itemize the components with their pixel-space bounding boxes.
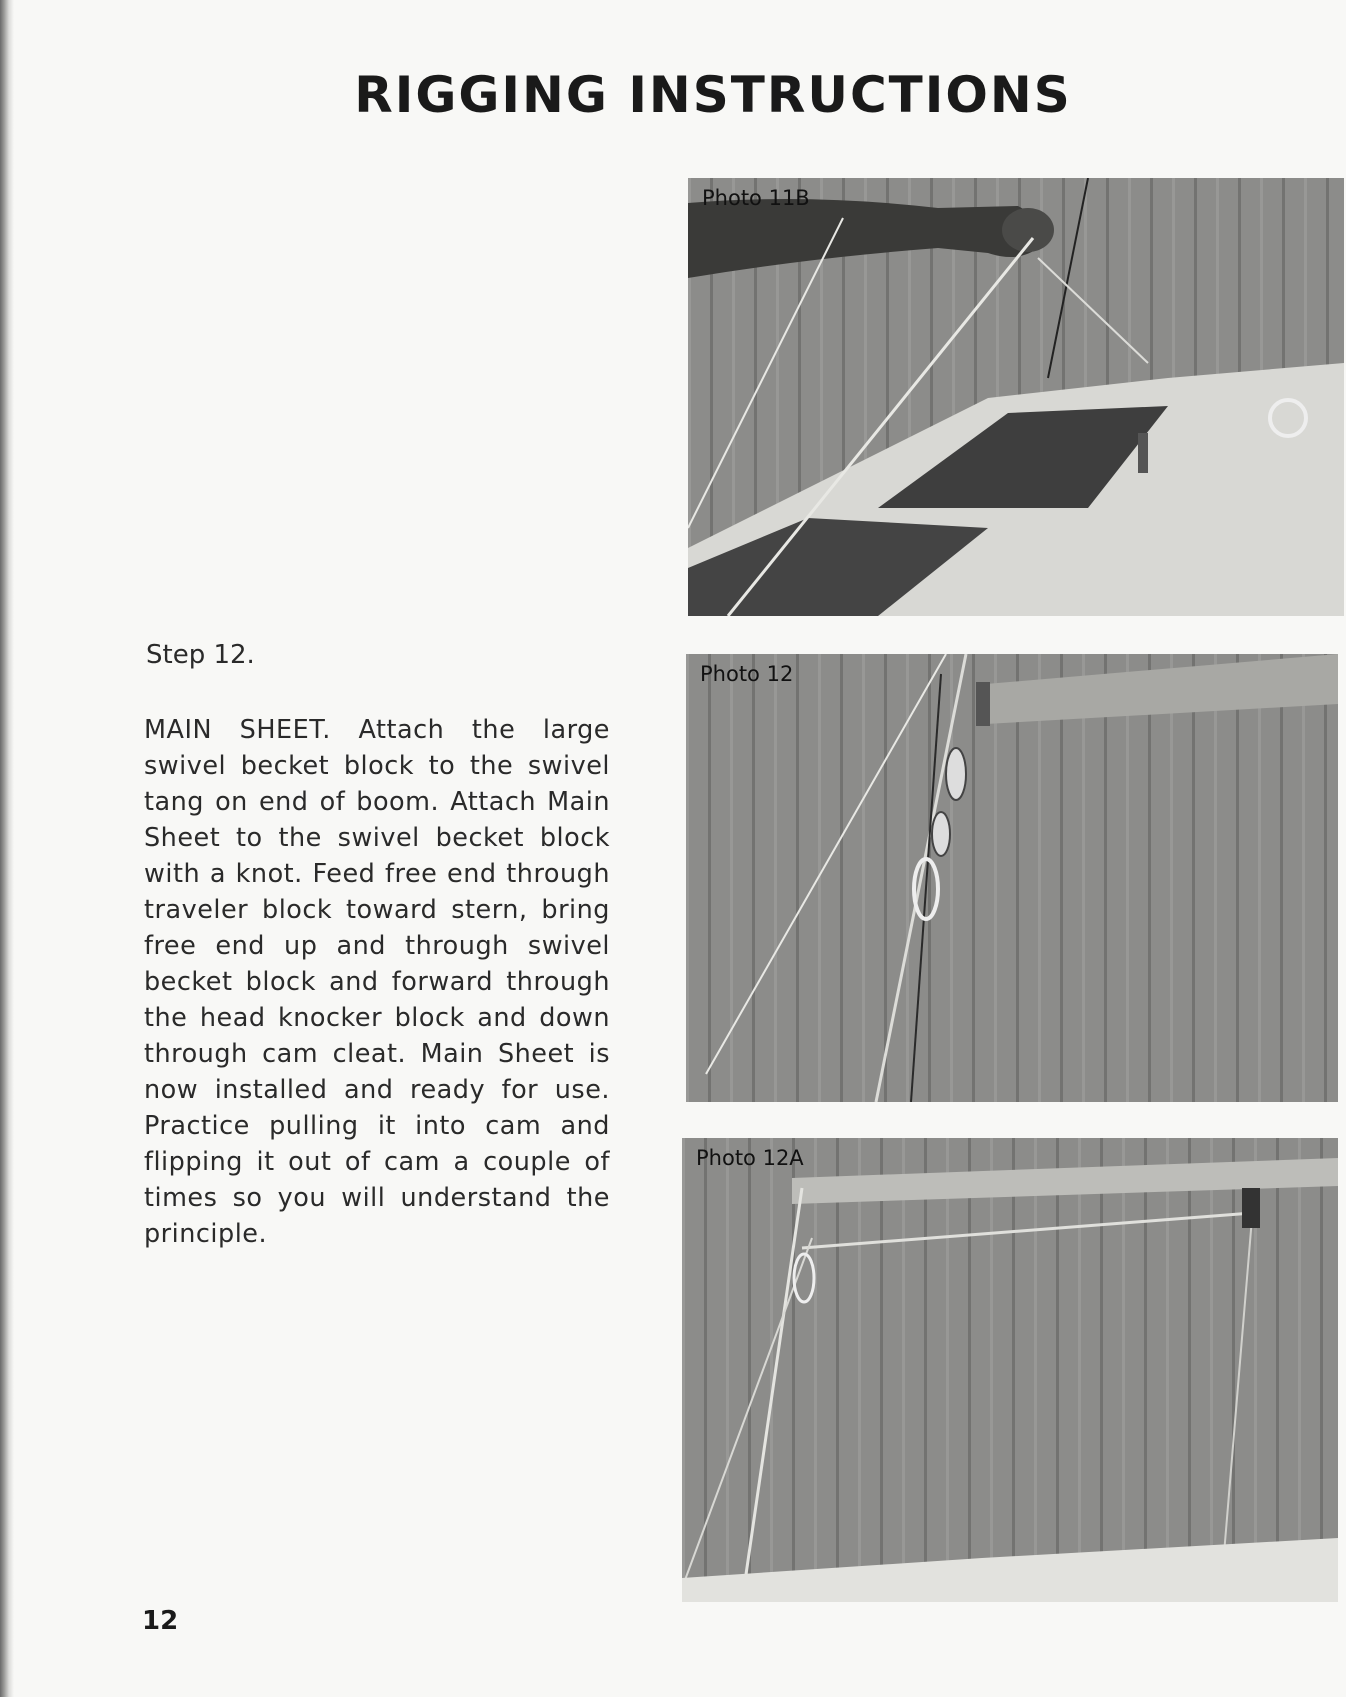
photo-12a-illustration: [682, 1138, 1338, 1602]
step-heading: Step 12.: [146, 640, 255, 670]
page-title: RIGGING INSTRUCTIONS: [354, 66, 1072, 124]
step-body-text: MAIN SHEET. Attach the large swivel becket block to the swivel tang on end of boom. Attach Main Sheet to the swivel becket block with a knot. Feed free end through traveler block toward stern, bring free end up and through swivel becket block and forward through the head knocker block and down through cam cleat. Main Sheet is now installed and ready for use. Practice pulling it into cam and flipping it out of cam a couple of times so you will understand the principle.: [144, 715, 610, 1249]
page-number: 12: [142, 1606, 179, 1636]
binding-edge: [0, 0, 14, 1697]
photo-12-illustration: [686, 654, 1338, 1102]
photo-11b-illustration: [688, 178, 1344, 616]
photo-12a: [682, 1138, 1338, 1602]
photo-label-11b: Photo 11B: [702, 186, 810, 210]
photo-12: [686, 654, 1338, 1102]
photo-label-12a: Photo 12A: [696, 1146, 804, 1170]
photo-11b: [688, 178, 1344, 616]
photo-label-12: Photo 12: [700, 662, 794, 686]
